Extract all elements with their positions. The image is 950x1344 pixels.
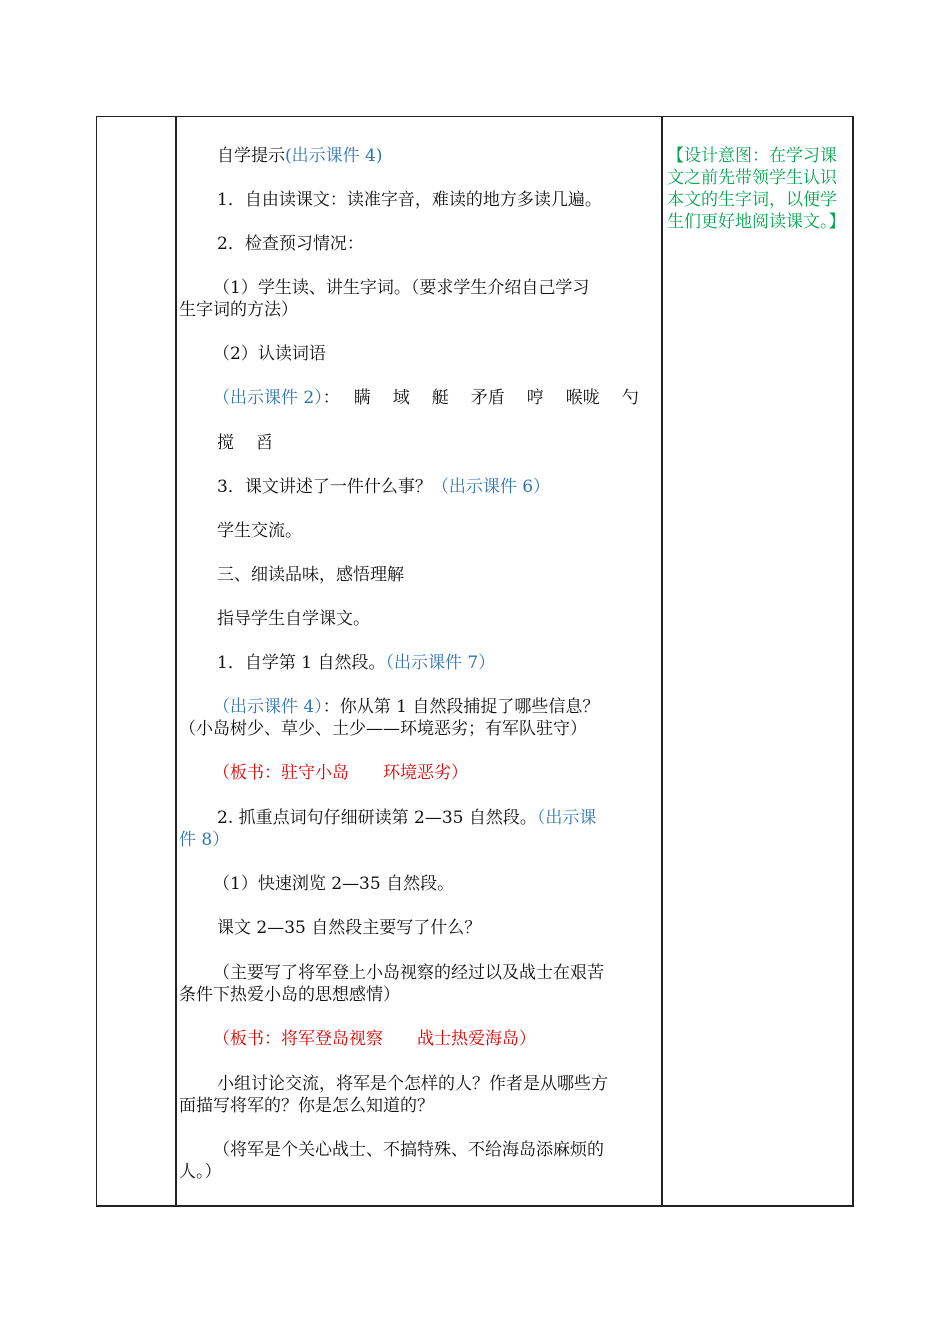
sub-step-2: （2）认读词语	[213, 344, 326, 364]
sub-step-1-line-1: （1）学生读、讲生字词。（要求学生介绍自己学习	[213, 278, 590, 298]
section-heading: 三、细读品味，感悟理解	[217, 565, 404, 585]
vocab-word: 勺	[621, 388, 639, 408]
paragraph-2-task: 2. 抓重点词句仔细研读第 2—35 自然段。（出示课	[217, 808, 597, 828]
answer-3-line-1: （将军是个关心战士、不搞特殊、不给海岛添麻烦的	[213, 1140, 604, 1160]
sub-step-1-line-2: 生字词的方法）	[179, 300, 298, 320]
lesson-table	[96, 116, 854, 1207]
vocab-word: 舀	[256, 433, 273, 453]
lesson-content-cell	[177, 117, 661, 1205]
vocab-word: 搅	[217, 433, 234, 453]
step-2: 2．检查预习情况：	[217, 234, 364, 254]
student-exchange: 学生交流。	[217, 521, 302, 541]
design-intent-cell	[664, 117, 852, 1205]
paragraph-1-task: 1．自学第 1 自然段。（出示课件 7）	[217, 653, 496, 673]
vocabulary-row-1: （出示课件 2）： 瞒 域 艇 矛盾 哼 喉咙 勺	[213, 388, 639, 408]
vocab-word: 艇	[431, 388, 449, 408]
vocab-word: 域	[392, 388, 410, 408]
column-divider-2	[661, 117, 663, 1205]
vocab-word: 哼	[526, 388, 544, 408]
vocab-word: 瞒	[353, 388, 371, 408]
self-study-hint: 自学提示(出示课件 4)	[217, 146, 383, 166]
answer-3-line-2: 人。）	[179, 1162, 222, 1182]
vocab-word: 喉咙	[565, 388, 600, 408]
question-1: （出示课件 4）：你从第 1 自然段捕捉了哪些信息？	[213, 697, 600, 717]
board-note-2: （板书：将军登岛视察 战士热爱海岛）	[213, 1029, 536, 1049]
question-2: 课文 2—35 自然段主要写了什么？	[217, 918, 482, 938]
step-3: 3．课文讲述了一件什么事？（出示课件 6）	[217, 477, 551, 497]
discussion-line-1: 小组讨论交流，将军是个怎样的人？作者是从哪些方	[217, 1074, 608, 1094]
design-intent-note: 【设计意图：在学习课文之前先带领学生认识本文的生字词，以便学生们更好地阅读课文。】	[667, 146, 846, 232]
answer-1: （小岛树少、草少、土少——环境恶劣；有军队驻守）	[179, 719, 587, 739]
answer-2-line-1: （主要写了将军登上小岛视察的经过以及战士在艰苦	[213, 963, 604, 983]
browse-task: （1）快速浏览 2—35 自然段。	[213, 874, 455, 894]
discussion-line-2: 面描写将军的？你是怎么知道的？	[179, 1096, 434, 1116]
guide-text: 指导学生自学课文。	[217, 609, 370, 629]
board-note-1: （板书：驻守小岛 环境恶劣）	[213, 763, 468, 783]
vocab-word: 矛盾	[470, 388, 505, 408]
vocabulary-row-2	[217, 432, 295, 454]
paragraph-2-ref-cont: 件 8）	[179, 830, 230, 850]
answer-2-line-2: 条件下热爱小岛的思想感情）	[179, 985, 400, 1005]
step-1: 1．自由读课文：读准字音，难读的地方多读几遍。	[217, 190, 602, 210]
